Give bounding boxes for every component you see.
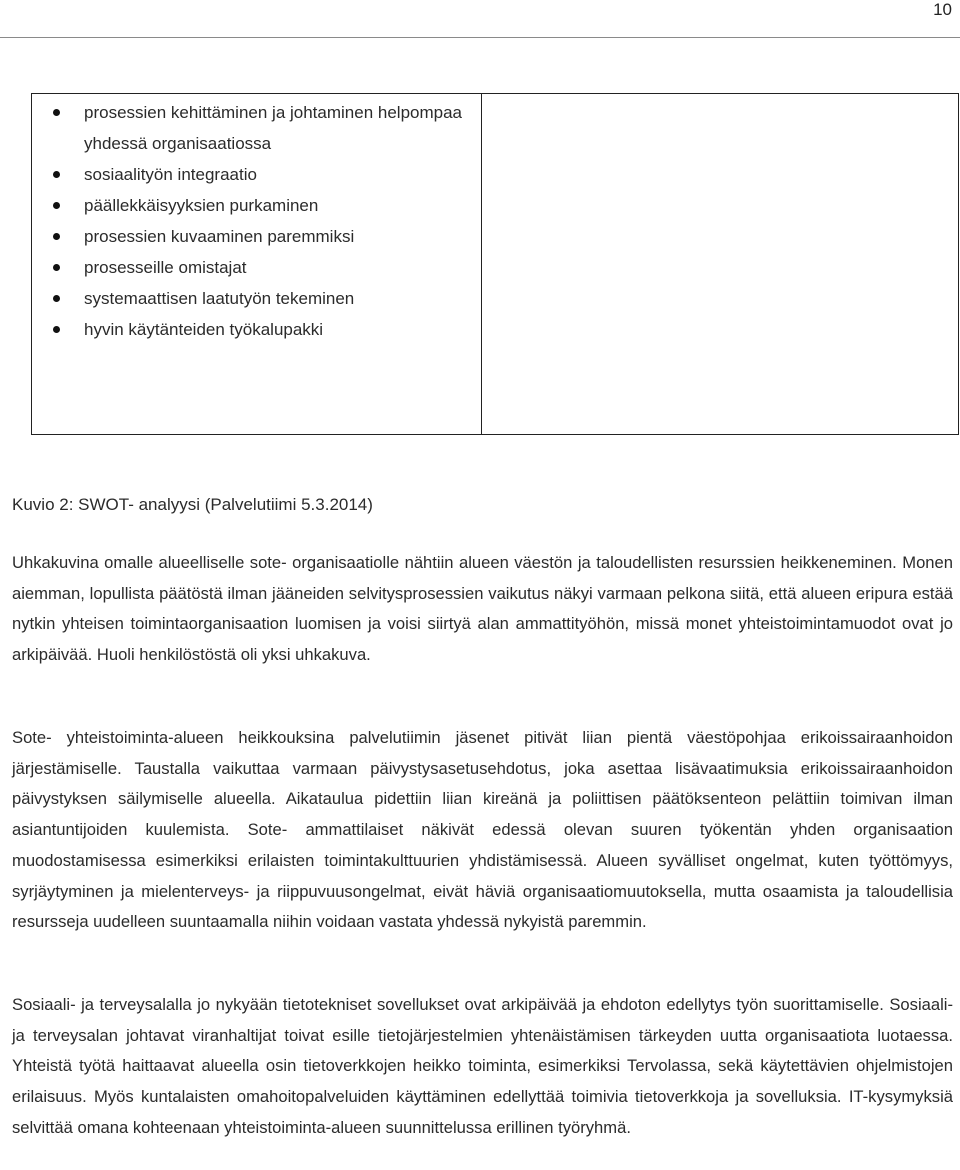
list-item (32, 190, 481, 221)
bullet-icon (53, 202, 60, 209)
bullet-icon (53, 109, 60, 116)
bullet-icon (53, 171, 60, 178)
bullet-icon (53, 295, 60, 302)
list-item (32, 283, 481, 314)
list-item (32, 159, 481, 190)
list-item (32, 314, 481, 345)
body-paragraph: Uhkakuvina omalle alueelliselle sote- organisaatiolle nähtiin alueen väestön ja taloudellisten resurssien heikkeneminen. Monen aiemman, lopullista päätöstä ilman jääneiden selvitysprosessien vaikutus näkyi varmaan pelkona siitä, että alueen eripura estää nytkin yhteisen toimintaorganisaation luomisen ja voisi siirtyä alan ammattityöhön, missä monet yhteistoimintamuodot ovat jo arkipäivää. Huoli henkilöstöstä oli yksi uhkakuva. (12, 553, 953, 665)
list-item-text: sosiaalityön integraatio (84, 165, 257, 184)
header-rule (0, 37, 960, 38)
list-item (32, 97, 466, 159)
body-paragraph: Sote- yhteistoiminta-alueen heikkouksina palvelutiimin jäsenet pitivät liian pientä väestöpohjaa erikoissairaanhoidon järjestämiselle. Taustalla vaikuttaa varmaan päivystysasetusehdotus, joka asettaa lisävaatimuksia erikoissairaanhoidon päivystyksen säilymiselle alueella. Aikataulua pidettiin liian kireänä ja poliittisen päätöksenteon pelättiin toimivan ilman asiantuntijoiden kuulemista. Sote- ammattilaiset näkivät edessä olevan suuren työkentän yhden organisaation muodostamisessa esimerkiksi erilaisten toimintakulttuurien yhdistämisessä. Alueen syvälliset ongelmat, kuten työttömyys, syrjäytyminen ja mielenterveys- ja riippuvuusongelmat, eivät häviä organisaatiomuutoksella, mutta osaamista ja taloudellisia resursseja uudelleen suuntaamalla niihin voidaan vastata yhdessä nykyistä paremmin. (12, 728, 953, 932)
swot-strengths-cell (32, 94, 481, 434)
page-number: 10 (933, 0, 952, 19)
list-item-text: prosessien kuvaaminen paremmiksi (84, 227, 355, 246)
swot-strengths-list (32, 97, 481, 345)
list-item (32, 252, 481, 283)
list-item-text: prosesseille omistajat (84, 258, 247, 277)
figure-caption: Kuvio 2: SWOT- analyysi (Palvelutiimi 5.3.2014) (12, 495, 373, 514)
swot-column-divider (481, 94, 482, 434)
bullet-icon (53, 233, 60, 240)
list-item-text: hyvin käytänteiden työkalupakki (84, 320, 324, 339)
swot-table (31, 93, 959, 435)
bullet-icon (53, 264, 60, 271)
list-item-text: prosessien kehittäminen ja johtaminen helpompaa yhdessä organisaatiossa (84, 103, 463, 153)
bullet-icon (53, 326, 60, 333)
body-paragraph: Sosiaali- ja terveysalalla jo nykyään tietotekniset sovellukset ovat arkipäivää ja ehdoton edellytys työn suorittamiselle. Sosiaali- ja terveysalan johtavat viranhaltijat toivat esille tietojärjestelmien yhtenäistämisen tärkeyden uutta organisaatiota luotaessa. Yhteistä työtä haittaavat alueella osin tietoverkkojen heikko toiminta, esimerkiksi Tervolassa, sekä käytettävien ohjelmistojen erilaisuus. Myös kuntalaisten omahoitopalveluiden käyttäminen edellyttää toimivia tietoverkkoja ja sovelluksia. IT-kysymyksiä selvittää omana kohteenaan yhteistoiminta-alueen suunnittelussa erillinen työryhmä. (12, 995, 953, 1137)
list-item-text: systemaattisen laatutyön tekeminen (84, 289, 355, 308)
list-item-text: päällekkäisyyksien purkaminen (84, 196, 319, 215)
list-item (32, 221, 481, 252)
